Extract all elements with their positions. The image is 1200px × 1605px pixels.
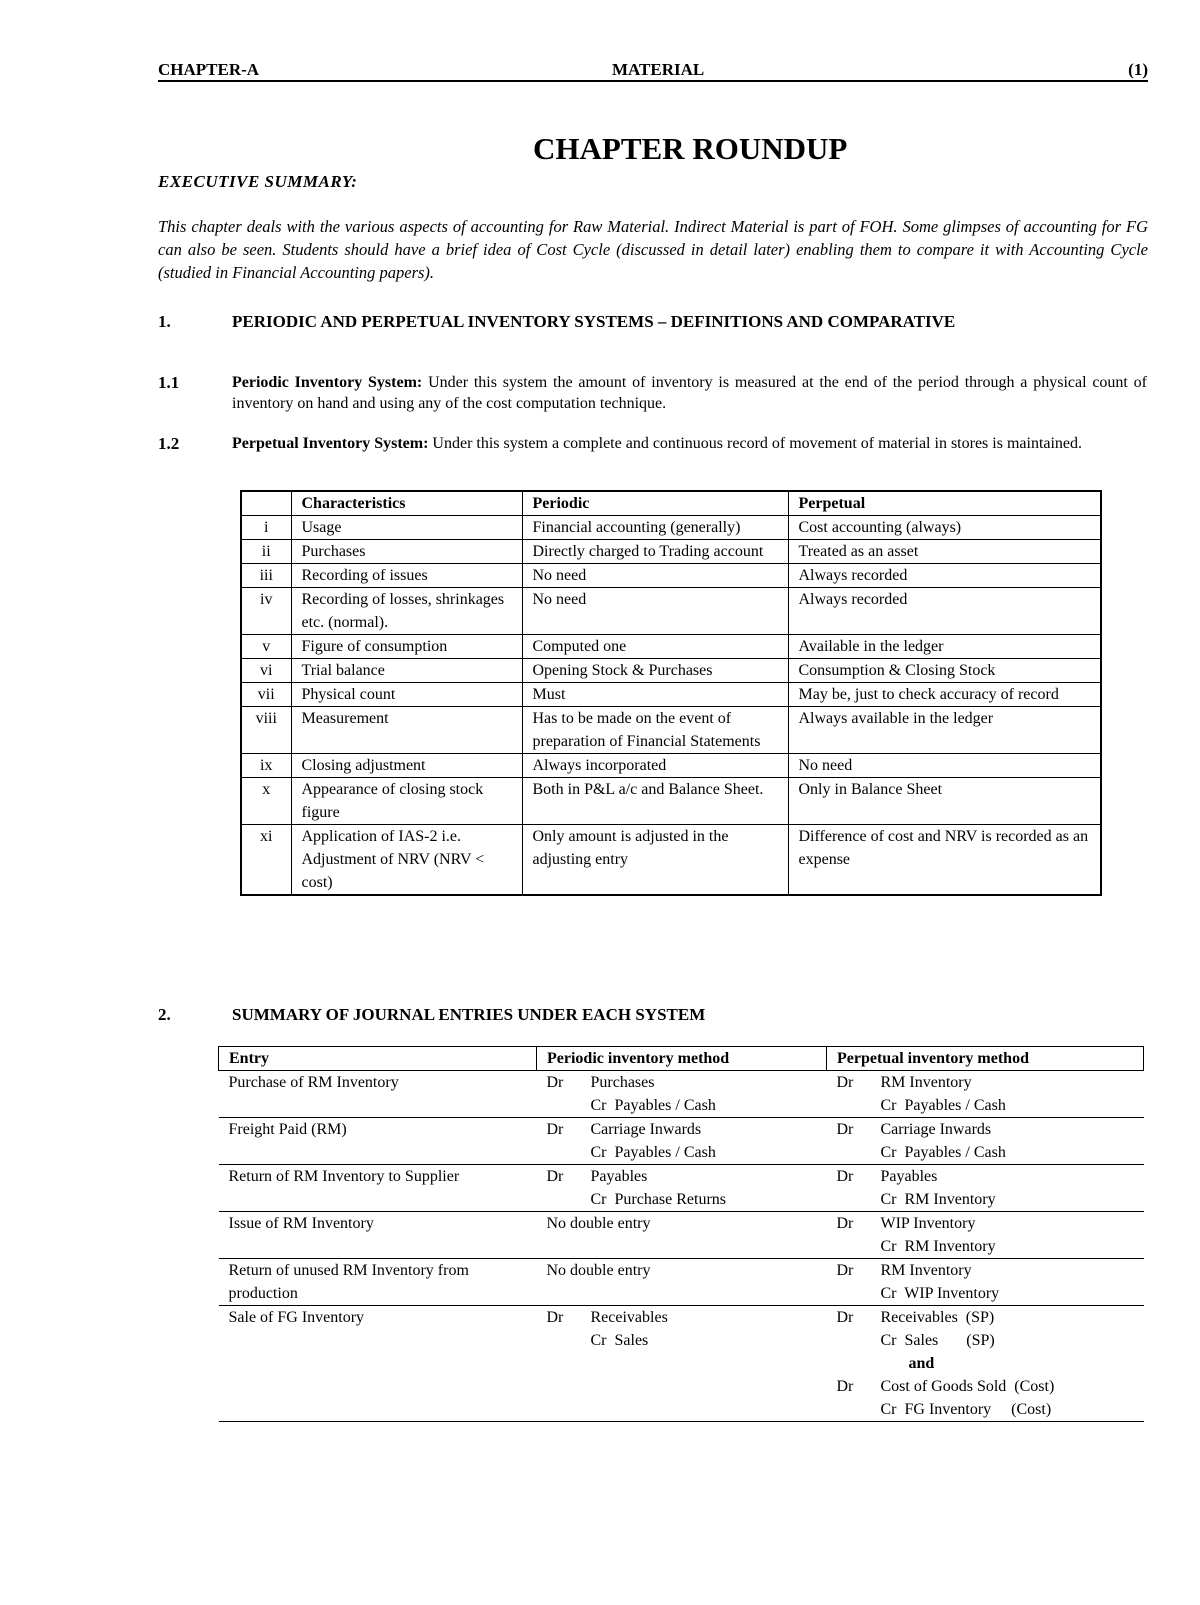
entry-description: Issue of RM Inventory	[219, 1212, 537, 1259]
debit-account: Carriage Inwards	[590, 1121, 702, 1138]
debit-account: Receivables	[590, 1309, 668, 1326]
debit-marker: Dr	[546, 1168, 564, 1185]
table-row	[219, 1118, 1144, 1165]
debit-marker: Dr	[836, 1378, 854, 1395]
table-row	[241, 564, 1101, 588]
executive-summary-heading: EXECUTIVE SUMMARY:	[158, 172, 358, 191]
table-cell: Computed one	[522, 635, 788, 659]
table-row	[241, 516, 1101, 540]
header-chapter: CHAPTER-A	[158, 60, 260, 79]
journal-entry-cell	[827, 1118, 1144, 1165]
journal-entry-cell	[537, 1071, 827, 1118]
debit-marker: Dr	[546, 1121, 564, 1138]
journal-entry-cell	[537, 1259, 827, 1306]
debit-account: WIP Inventory	[880, 1215, 976, 1232]
section-number: 2.	[158, 1005, 171, 1024]
definition: Under this system a complete and continuous record of movement of material in stores is maintained.	[432, 435, 1083, 452]
table-row	[219, 1165, 1144, 1212]
table-row	[241, 540, 1101, 564]
comparison-table	[240, 490, 1102, 896]
table-cell: No need	[788, 754, 1101, 778]
row-number: vi	[241, 659, 291, 683]
journal-entry-cell	[827, 1212, 1144, 1259]
row-number: ii	[241, 540, 291, 564]
column-header: Entry	[219, 1047, 537, 1071]
table-cell: Recording of losses, shrinkages etc. (normal).	[291, 588, 522, 635]
table-cell: Always recorded	[788, 588, 1101, 635]
table-row	[241, 659, 1101, 683]
term: Periodic Inventory System:	[232, 374, 423, 391]
connector-text: and	[908, 1355, 935, 1372]
debit-account: Cost of Goods Sold (Cost)	[880, 1378, 1055, 1395]
journal-entry-cell	[537, 1306, 827, 1422]
debit-marker: Dr	[546, 1074, 564, 1091]
section-number: 1.	[158, 312, 171, 331]
table-cell: Difference of cost and NRV is recorded as an expense	[788, 825, 1101, 896]
table-cell: Directly charged to Trading account	[522, 540, 788, 564]
table-cell: Purchases	[291, 540, 522, 564]
journal-entry-cell	[827, 1306, 1144, 1422]
table-cell: Financial accounting (generally)	[522, 516, 788, 540]
table-cell: May be, just to check accuracy of record	[788, 683, 1101, 707]
row-number: v	[241, 635, 291, 659]
table-cell: No need	[522, 588, 788, 635]
credit-line: Cr Payables / Cash	[590, 1097, 716, 1114]
debit-line	[547, 1306, 817, 1329]
section-title: SUMMARY OF JOURNAL ENTRIES UNDER EACH SYSTEM	[232, 1005, 706, 1024]
term: Perpetual Inventory System:	[232, 435, 429, 452]
table-cell: Recording of issues	[291, 564, 522, 588]
debit-line	[837, 1259, 1134, 1282]
credit-line: Cr Payables / Cash	[880, 1144, 1006, 1161]
entry-description: Return of RM Inventory to Supplier	[219, 1165, 537, 1212]
entry-text: No double entry	[546, 1215, 651, 1232]
row-number: i	[241, 516, 291, 540]
row-number: ix	[241, 754, 291, 778]
table-cell: Only in Balance Sheet	[788, 778, 1101, 825]
column-header: Perpetual	[788, 491, 1101, 516]
subsection-number: 1.2	[158, 434, 180, 453]
credit-line: Cr RM Inventory	[880, 1238, 996, 1255]
column-header: Perpetual inventory method	[827, 1047, 1144, 1071]
table-cell: Available in the ledger	[788, 635, 1101, 659]
row-number: xi	[241, 825, 291, 896]
table-cell: Closing adjustment	[291, 754, 522, 778]
debit-marker: Dr	[836, 1309, 854, 1326]
credit-line: Cr Purchase Returns	[590, 1191, 727, 1208]
table-cell: Both in P&L a/c and Balance Sheet.	[522, 778, 788, 825]
column-header: Periodic inventory method	[537, 1047, 827, 1071]
credit-line: Cr Sales (SP)	[880, 1332, 995, 1349]
debit-line	[547, 1071, 817, 1094]
table-cell: Has to be made on the event of preparation of Financial Statements	[522, 707, 788, 754]
credit-line: Cr Payables / Cash	[590, 1144, 716, 1161]
debit-marker: Dr	[836, 1215, 854, 1232]
table-header-row	[219, 1047, 1144, 1071]
section-title: PERIODIC AND PERPETUAL INVENTORY SYSTEMS – DEFINITIONS AND COMPARATIVE	[232, 312, 956, 331]
table-cell: Only amount is adjusted in the adjusting entry	[522, 825, 788, 896]
table-row	[219, 1212, 1144, 1259]
debit-line	[837, 1306, 1134, 1329]
table-cell: Treated as an asset	[788, 540, 1101, 564]
journal-entry-cell	[827, 1071, 1144, 1118]
journal-entries-table	[218, 1046, 1144, 1422]
entry-description: Purchase of RM Inventory	[219, 1071, 537, 1118]
table-cell: Physical count	[291, 683, 522, 707]
row-number: vii	[241, 683, 291, 707]
row-number: viii	[241, 707, 291, 754]
journal-entry-cell	[537, 1212, 827, 1259]
debit-account: Purchases	[590, 1074, 655, 1091]
journal-entry-cell	[827, 1259, 1144, 1306]
debit-line	[837, 1375, 1134, 1398]
credit-line: Cr WIP Inventory	[880, 1285, 1000, 1302]
subsection-number: 1.1	[158, 373, 180, 392]
row-number: iv	[241, 588, 291, 635]
table-row	[219, 1306, 1144, 1422]
table-cell: Always incorporated	[522, 754, 788, 778]
table-cell: Appearance of closing stock figure	[291, 778, 522, 825]
header-topic: MATERIAL	[612, 60, 705, 79]
debit-account: Payables	[880, 1168, 938, 1185]
table-cell: Consumption & Closing Stock	[788, 659, 1101, 683]
debit-marker: Dr	[546, 1309, 564, 1326]
table-row	[241, 754, 1101, 778]
table-row	[241, 683, 1101, 707]
debit-account: Payables	[590, 1168, 648, 1185]
debit-marker: Dr	[836, 1262, 854, 1279]
table-row	[219, 1071, 1144, 1118]
table-cell: Measurement	[291, 707, 522, 754]
header-page-number: (1)	[1128, 60, 1148, 79]
table-cell: Must	[522, 683, 788, 707]
column-header: Characteristics	[291, 491, 522, 516]
entry-description: Sale of FG Inventory	[219, 1306, 537, 1422]
table-cell: Always recorded	[788, 564, 1101, 588]
table-row	[241, 635, 1101, 659]
entry-text: No double entry	[546, 1262, 651, 1279]
debit-line	[837, 1118, 1134, 1141]
debit-account: RM Inventory	[880, 1074, 972, 1091]
table-cell: Figure of consumption	[291, 635, 522, 659]
debit-marker: Dr	[836, 1168, 854, 1185]
entry-description: Freight Paid (RM)	[219, 1118, 537, 1165]
table-cell: Opening Stock & Purchases	[522, 659, 788, 683]
table-cell: Cost accounting (always)	[788, 516, 1101, 540]
column-header	[241, 491, 291, 516]
row-number: x	[241, 778, 291, 825]
journal-entry-cell	[537, 1165, 827, 1212]
table-cell: Application of IAS-2 i.e. Adjustment of NRV (NRV < cost)	[291, 825, 522, 896]
debit-line	[547, 1118, 817, 1141]
table-cell: Usage	[291, 516, 522, 540]
table-row	[241, 588, 1101, 635]
paragraph-perpetual-definition	[232, 433, 1147, 454]
debit-line	[837, 1212, 1134, 1235]
credit-line: Cr Sales	[590, 1332, 649, 1349]
debit-line	[837, 1165, 1134, 1188]
debit-marker: Dr	[836, 1121, 854, 1138]
executive-summary-text: This chapter deals with the various aspects of accounting for Raw Material. Indirect Material is part of FOH. Some glimpses of accounting for FG can also be seen. Students should have a brief idea of Cost Cycle (discussed in detail later) enabling them to compare it with Accounting Cycle (studied in Financial Accounting papers).	[158, 217, 1148, 282]
debit-line	[547, 1165, 817, 1188]
debit-account: Receivables (SP)	[880, 1309, 995, 1326]
debit-account: RM Inventory	[880, 1262, 972, 1279]
table-header-row	[241, 491, 1101, 516]
table-row	[241, 825, 1101, 896]
table-cell: Trial balance	[291, 659, 522, 683]
definition: Under this system the amount of inventory is measured at the end of the period through a physical count of inventory on hand and using any of the cost computation technique.	[232, 374, 1148, 412]
page-title: CHAPTER ROUNDUP	[533, 131, 848, 166]
journal-entry-cell	[537, 1118, 827, 1165]
paragraph-periodic-definition	[232, 372, 1147, 414]
journal-entry-cell	[827, 1165, 1144, 1212]
entry-description: Return of unused RM Inventory from production	[219, 1259, 537, 1306]
credit-line: Cr RM Inventory	[880, 1191, 996, 1208]
table-row	[219, 1259, 1144, 1306]
debit-line	[837, 1071, 1134, 1094]
table-row	[241, 778, 1101, 825]
debit-account: Carriage Inwards	[880, 1121, 992, 1138]
row-number: iii	[241, 564, 291, 588]
column-header: Periodic	[522, 491, 788, 516]
debit-marker: Dr	[836, 1074, 854, 1091]
table-cell: Always available in the ledger	[788, 707, 1101, 754]
running-header	[158, 58, 1148, 82]
table-cell: No need	[522, 564, 788, 588]
credit-line: Cr FG Inventory (Cost)	[880, 1401, 1052, 1418]
credit-line: Cr Payables / Cash	[880, 1097, 1006, 1114]
table-row	[241, 707, 1101, 754]
